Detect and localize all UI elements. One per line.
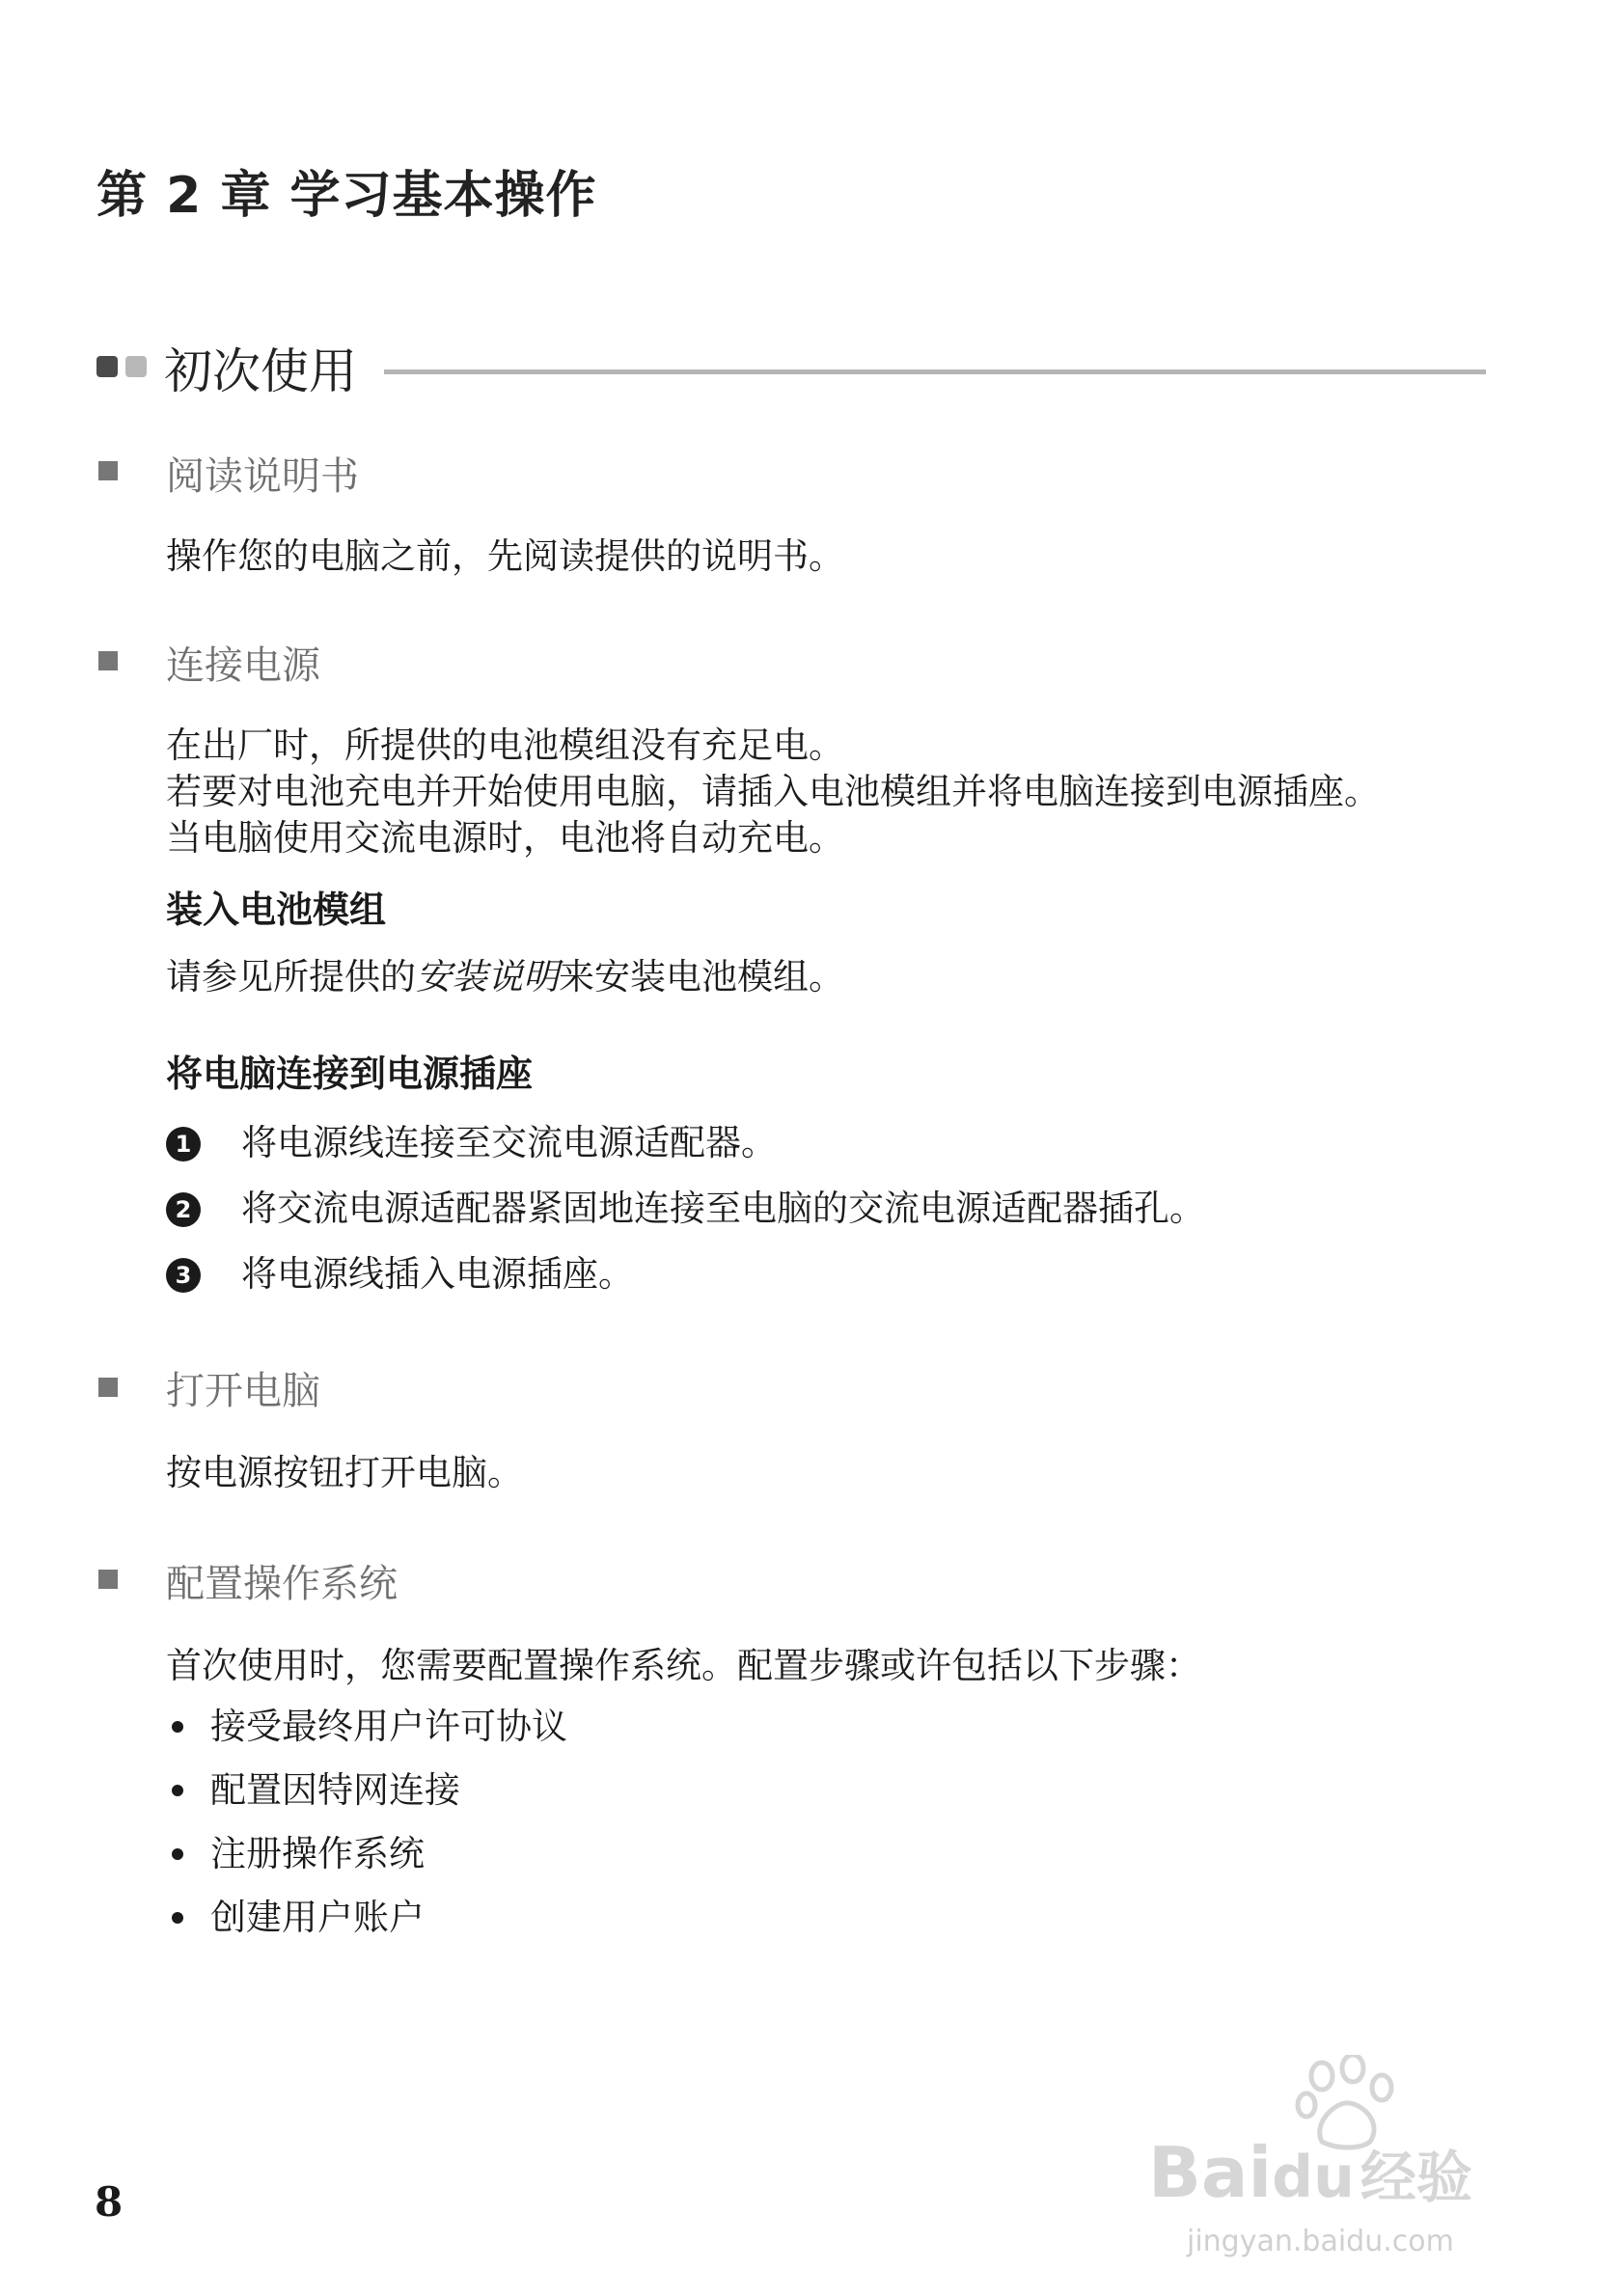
watermark-brand-cn: 经验 xyxy=(1360,2145,1472,2210)
step-number-2: 2 xyxy=(166,1192,201,1227)
section-title: 初次使用 xyxy=(164,343,357,399)
power-on-text: 按电源按钮打开电脑。 xyxy=(166,1452,523,1493)
power-on-heading: 打开电脑 xyxy=(166,1369,320,1413)
configure-step-3: 注册操作系统 xyxy=(210,1833,425,1874)
bullet-dot-icon xyxy=(172,1848,183,1860)
configure-os-heading: 配置操作系统 xyxy=(166,1562,398,1606)
bullet-dot-icon xyxy=(172,1721,183,1733)
watermark-brand-latin: Bai xyxy=(1148,2132,1273,2213)
install-battery-heading: 装入电池模组 xyxy=(166,888,387,931)
install-guide-reference: 安装说明 xyxy=(416,956,559,998)
section-header xyxy=(96,342,1486,400)
section-marker-light xyxy=(125,356,147,377)
connect-power-line-2: 若要对电池充电并开始使用电脑，请插入电池模组并将电脑连接到电源插座。 xyxy=(166,771,1380,812)
watermark-url: jingyan.baidu.com xyxy=(1187,2225,1454,2258)
connect-power-line-1: 在出厂时，所提供的电池模组没有充足电。 xyxy=(166,724,844,766)
square-bullet-icon xyxy=(98,651,118,670)
square-bullet-icon xyxy=(98,1570,118,1589)
configure-os-text: 首次使用时，您需要配置操作系统。配置步骤或许包括以下步骤： xyxy=(166,1645,1201,1686)
step-text-1: 将电源线连接至交流电源适配器。 xyxy=(241,1122,777,1163)
section-marker-dark xyxy=(96,356,118,377)
section-divider xyxy=(384,369,1486,374)
bullet-dot-icon xyxy=(172,1912,183,1924)
step-number-3: 3 xyxy=(166,1258,201,1293)
configure-step-4: 创建用户账户 xyxy=(210,1897,425,1938)
connect-power-line-3: 当电脑使用交流电源时，电池将自动充电。 xyxy=(166,817,844,859)
read-manual-text: 操作您的电脑之前，先阅读提供的说明书。 xyxy=(166,535,844,577)
configure-step-1: 接受最终用户许可协议 xyxy=(210,1706,567,1747)
watermark-brand-latin-2: du xyxy=(1272,2144,1355,2211)
page-number: 8 xyxy=(95,2178,124,2226)
read-manual-heading: 阅读说明书 xyxy=(166,454,359,499)
square-bullet-icon xyxy=(98,461,118,480)
connect-power-heading: 连接电源 xyxy=(166,643,320,688)
install-battery-text: 请参见所提供的安装说明来安装电池模组。 xyxy=(166,956,844,998)
baidu-watermark xyxy=(1148,2055,1553,2267)
step-text-3: 将电源线插入电源插座。 xyxy=(241,1253,634,1295)
configure-step-2: 配置因特网连接 xyxy=(210,1769,460,1811)
step-number-1: 1 xyxy=(166,1127,201,1162)
connect-outlet-heading: 将电脑连接到电源插座 xyxy=(166,1052,534,1095)
square-bullet-icon xyxy=(98,1378,118,1397)
step-text-2: 将交流电源适配器紧固地连接至电脑的交流电源适配器插孔。 xyxy=(241,1188,1205,1229)
chapter-title: 第 2 章 学习基本操作 xyxy=(96,167,597,225)
bullet-dot-icon xyxy=(172,1785,183,1796)
